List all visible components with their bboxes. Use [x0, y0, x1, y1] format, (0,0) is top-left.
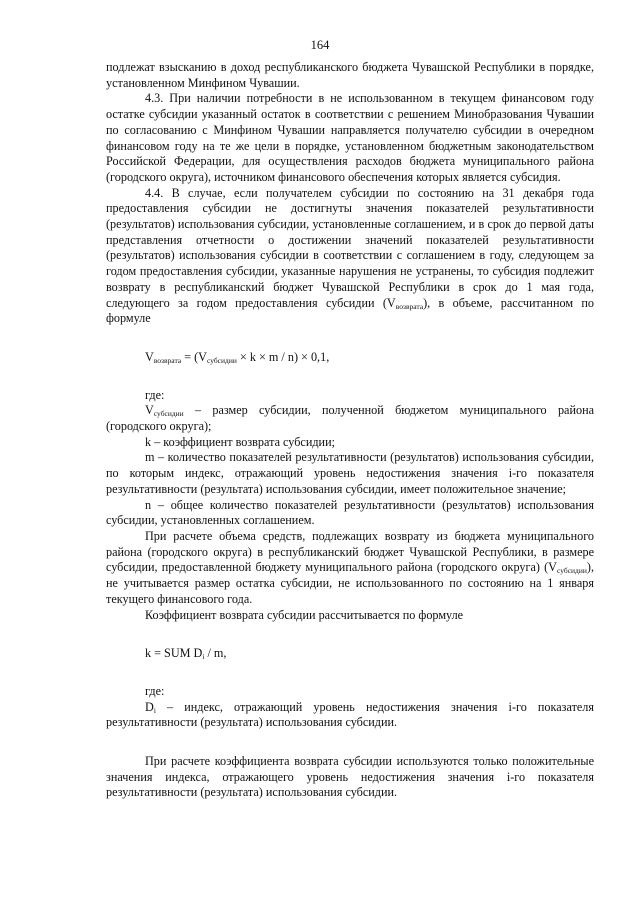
- paragraph-final: При расчете коэффициента возврата субсидии используются только положительные значения индекса, отражающего уровень недостижения значения i-го показателя результативности (результата) использования субсидии.: [106, 754, 594, 800]
- document-body: [106, 60, 594, 801]
- paragraph-coefficient: Коэффициент возврата субсидии рассчитывается по формуле: [145, 607, 464, 622]
- where-label-2: где:: [145, 683, 165, 698]
- definition-v-subsidii: $V_{субсидии}$ – размер субсидии, полученной бюджетом муниципального района (городского округа);: [106, 403, 594, 434]
- page-number: 164: [310, 38, 330, 52]
- paragraph-continuation: подлежат взысканию в доход республиканского бюджета Чувашской Республики в порядке, установленном Минфином Чувашии.: [106, 60, 594, 90]
- where-label-1: где:: [145, 387, 165, 402]
- definition-di: $D_i$ – индекс, отражающий уровень недостижения значения i-го показателя результативности (результата) использования субсидии.: [106, 699, 594, 730]
- paragraph-4-3: 4.3. При наличии потребности в не использованном в текущем финансовом году остатке субсидии указанный остаток в соответствии с решением Минобразования Чувашии по согласованию с Минфином Чувашии направляется получателю субсидии в очередном финансовом году на те же цели в порядке, установленном бюджетным законодательством Российской Федерации, для осуществления расходов бюджета муниципального района (городского округа), источником финансового обеспечения которых является субсидия.: [106, 91, 594, 184]
- paragraph-calculation: При расчете объема средств, подлежащих возврату из бюджета муниципального района (городского округа) в республиканский бюджет Чувашской Республики, в размере субсидии, предоставленной бюджету муниципального района (городского округа) $(V_{субсидии})$, не учитывается размер остатка субсидии, не использованного по состоянию на 1 января текущего финансового года.: [106, 528, 594, 606]
- definition-m: m – количество показателей результативности (результатов) использования субсидии, по которым индекс, отражающий уровень недостижения значения i-го показателя результативности (результата) использования субсидии, имеет положительное значение;: [106, 450, 594, 496]
- formula-k: k = SUM $D_i$ / m,: [145, 646, 227, 662]
- definition-n: n – общее количество показателей результативности (результатов) использования субсидии, установленных соглашением.: [106, 497, 594, 528]
- formula-v-vozvrata: $V_{возврата} = (V_{субсидии} \times k \times m / n) \times 0,1$,: [145, 349, 330, 365]
- definition-k: k – коэффициент возврата субсидии;: [145, 434, 335, 449]
- paragraph-4-4: 4.4. В случае, если получателем субсидии по состоянию на 31 декабря года предоставления субсидии не достигнуты значения показателей результативности (результатов) использования субсидии, установленные соглашением, и в срок до первой даты представления отчетности о достижении значений показателей результативности (результатов) использования субсидии в соответствии с соглашением в году, следующем за годом предоставления субсидии, указанные нарушения не устранены, то субсидия подлежит возврату в республиканский бюджет Чувашской Республики в срок до 1 мая года, следующего за годом предоставления субсидии $(V_{возврата})$, в объеме, рассчитанном по формуле: [106, 185, 594, 326]
